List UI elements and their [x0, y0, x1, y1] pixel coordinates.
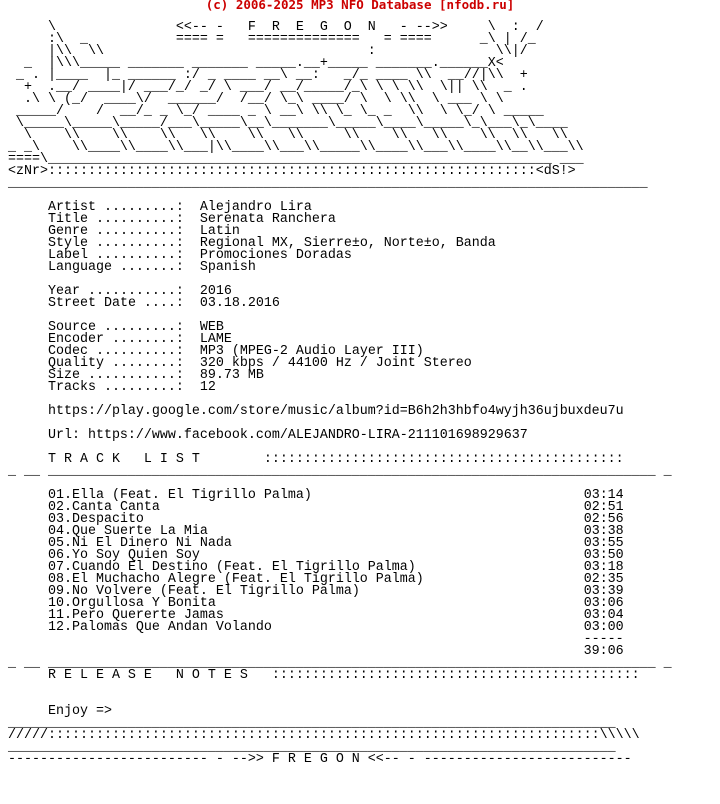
footer-rule: ____________________________________________________________________________ — [8, 740, 616, 755]
info-label: Style ..........: — [47, 236, 184, 251]
tracklist-header: T R A C K L I S T ::::::::::::::::::::::::::::::::::::::::::::: — [8, 452, 624, 467]
store-url: https://play.google.com/store/music/album?id=B6h2h3hbfo4wyjh36ujbuxdeu7u — [8, 404, 624, 419]
info-value: LAME — [199, 332, 232, 347]
banner-line: ====\_______________________________________________________________ ___ — [8, 152, 584, 167]
track-time: 03:39 — [583, 584, 624, 599]
info-label: Size ...........: — [47, 368, 184, 383]
banner-line: \_____\_____\_____/___\_____\__\_______\_____\____\_____\_\___\_\____ — [8, 116, 568, 131]
facebook-url: Url: https://www.facebook.com/ALEJANDRO-LIRA-211101698929637 — [8, 428, 528, 443]
section-rule: _ __ ____________________________________________________________________________ _ — [8, 656, 672, 671]
info-label: Language .......: — [47, 260, 184, 275]
banner-line: _ _\ \\____\\____\\___|\\____\\___\\_____\\____\\___\\____\\__\\___\\ — [8, 140, 584, 155]
track-title: 03.Despacito — [47, 512, 584, 527]
info-label: Street Date ....: — [47, 296, 184, 311]
info-value: Spanish — [199, 260, 256, 275]
info-label: Genre ..........: — [47, 224, 184, 239]
info-value: 320 kbps / 44100 Hz / Joint Stereo — [199, 356, 472, 371]
info-value: MP3 (MPEG-2 Audio Layer III) — [199, 344, 424, 359]
info-value: Regional MX, Sierre±o, Norte±o, Banda — [199, 236, 496, 251]
info-value: 12 — [199, 380, 216, 395]
banner-line: _ . |____ |_ ______ :/ _ ____ __\ __: _/_ ____ \\ __//|\\ + — [8, 68, 528, 83]
info-value: WEB — [199, 320, 224, 335]
footer-sign: ------------------------- - -->> F R E G O N <<-- - -------------------------- — [8, 752, 632, 767]
track-title: 02.Canta Canta — [47, 500, 584, 515]
track-time: 03:06 — [583, 596, 624, 611]
track-title: 11.Pero Quererte Jamas — [47, 608, 584, 623]
track-time: 03:04 — [583, 608, 624, 623]
track-time: 03:14 — [583, 488, 624, 503]
enjoy-text: Enjoy => — [8, 704, 112, 719]
banner-line: :\ _ ==== = ============== = ==== _\ | /_ — [8, 32, 536, 47]
banner-line: <zNr>:::::::::::::::::::::::::::::::::::::::::::::::::::::::::::::<dS!> — [8, 164, 576, 179]
info-label: Codec ..........: — [47, 344, 184, 359]
info-value: Serenata Ranchera — [199, 212, 336, 227]
info-label: Source .........: — [47, 320, 184, 335]
divider: ________________________________________________________________________________ — [8, 176, 648, 191]
banner-line: |\\ \\ : \\|/ — [8, 44, 528, 59]
track-title: 12.Palomas Que Andan Volando — [47, 620, 584, 635]
track-title: 05.Ni El Dinero Ni Nada — [47, 536, 584, 551]
info-value: 03.18.2016 — [199, 296, 280, 311]
banner-line: \ <<-- - F R E G O N - -->> \ : / — [8, 20, 544, 35]
footer-rule: ____________________________________________________________________________ — [8, 716, 616, 731]
info-label: Year ...........: — [47, 284, 184, 299]
info-label: Title ..........: — [47, 212, 184, 227]
track-title: 10.Orgullosa Y Bonita — [47, 596, 584, 611]
info-value: Promociones Doradas — [199, 248, 352, 263]
info-value: Latin — [199, 224, 240, 239]
info-label: Artist .........: — [47, 200, 184, 215]
site-header: (c) 2006-2025 MP3 NFO Database [nfodb.ru] — [205, 0, 515, 12]
info-value: 2016 — [199, 284, 232, 299]
track-time: 03:55 — [583, 536, 624, 551]
banner-line: .\ \ (_/ ____\/ ______/ /__/ \_\ ____/ \ \ \\ \ ___ \ \ — [8, 92, 512, 107]
total-rule: ----- — [8, 632, 624, 647]
release-notes-header: R E L E A S E N O T E S :::::::::::::::::::::::::::::::::::::::::::::: — [8, 668, 640, 683]
track-time: 02:35 — [583, 572, 624, 587]
total-time: 39:06 — [8, 644, 624, 659]
track-time: 03:00 — [583, 620, 624, 635]
track-title: 07.Cuando El Destino (Feat. El Tigrillo Palma) — [47, 560, 584, 575]
info-label: Encoder ........: — [47, 332, 184, 347]
track-title: 06.Yo Soy Quien Soy — [47, 548, 584, 563]
banner-line: _ |\\\_____ _______ _______ _____.__+_____ _______.______X< — [8, 56, 504, 71]
info-label: Quality ........: — [47, 356, 184, 371]
info-row — [8, 260, 256, 275]
track-time: 02:51 — [583, 500, 624, 515]
track-title: 04.Que Suerte La Mia — [47, 524, 584, 539]
banner-line: \ \\ \\ \\ \\ \\ \\ \\ \\ \\ \\ \\ \\ — [8, 128, 568, 143]
info-row — [8, 296, 280, 311]
track-time: 03:50 — [583, 548, 624, 563]
track-title: 08.El Muchacho Alegre (Feat. El Tigrillo Palma) — [47, 572, 584, 587]
track-time: 03:18 — [583, 560, 624, 575]
section-rule: _ __ ____________________________________________________________________________ _ — [8, 464, 672, 479]
track-time: 03:38 — [583, 524, 624, 539]
banner-line: _____/ / __/_ _ \_/ ____ _ \ __\ \\ \_ \_ _ \\ \ \_/ \ _____ — [8, 104, 544, 119]
track-title: 01.Ella (Feat. El Tigrillo Palma) — [47, 488, 584, 503]
info-label: Tracks .........: — [47, 380, 184, 395]
nfo-text — [8, 22, 672, 766]
info-row — [8, 380, 216, 395]
track-time: 02:56 — [583, 512, 624, 527]
info-label: Label ..........: — [47, 248, 184, 263]
info-value: 89.73 MB — [199, 368, 264, 383]
banner-line: + .__/ ____|/ ___/_/ _/ \ ___/ __/_____/_\ \ \ \\ \|| \\ _ . — [8, 80, 528, 95]
track-title: 09.No Volvere (Feat. El Tigrillo Palma) — [47, 584, 584, 599]
footer-rule: /////:::::::::::::::::::::::::::::::::::::::::::::::::::::::::::::::::::::\\\\\ — [8, 728, 640, 743]
info-value: Alejandro Lira — [199, 200, 312, 215]
